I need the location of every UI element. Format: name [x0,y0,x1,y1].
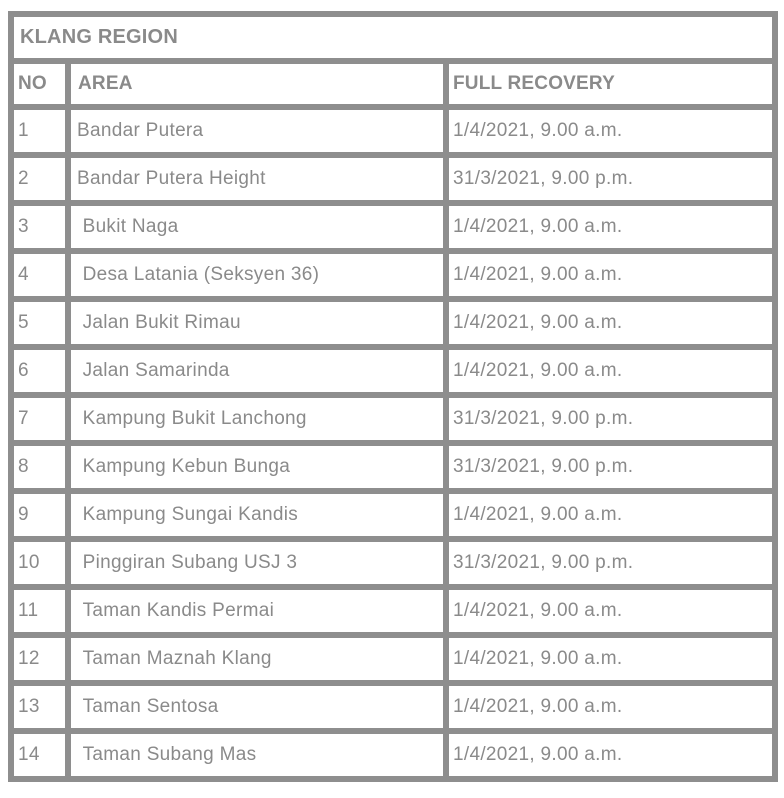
table-row [11,107,775,155]
table-row [11,587,775,635]
row-area: Taman Sentosa [68,683,446,731]
column-header-row [11,61,775,107]
table-row [11,683,775,731]
table-row [11,203,775,251]
row-recovery: 31/3/2021, 9.00 p.m. [446,395,775,443]
row-recovery: 1/4/2021, 9.00 a.m. [446,635,775,683]
klang-region-recovery-table [8,11,778,782]
column-header-no: NO [11,61,68,107]
row-area: Taman Maznah Klang [68,635,446,683]
row-recovery: 1/4/2021, 9.00 a.m. [446,731,775,779]
row-area: Bukit Naga [68,203,446,251]
table-row [11,395,775,443]
row-no: 3 [11,203,68,251]
row-area: Kampung Kebun Bunga [68,443,446,491]
row-no: 12 [11,635,68,683]
row-no: 2 [11,155,68,203]
row-area: Taman Kandis Permai [68,587,446,635]
row-no: 6 [11,347,68,395]
region-title-row [11,14,775,61]
column-header-area: AREA [68,61,446,107]
row-no: 4 [11,251,68,299]
region-title: KLANG REGION [11,14,775,61]
table-row [11,155,775,203]
row-recovery: 1/4/2021, 9.00 a.m. [446,491,775,539]
row-no: 7 [11,395,68,443]
table-row [11,491,775,539]
row-area: Pinggiran Subang USJ 3 [68,539,446,587]
row-area: Jalan Bukit Rimau [68,299,446,347]
table-row [11,347,775,395]
table-row [11,299,775,347]
row-recovery: 1/4/2021, 9.00 a.m. [446,299,775,347]
row-no: 1 [11,107,68,155]
row-no: 5 [11,299,68,347]
row-recovery: 1/4/2021, 9.00 a.m. [446,203,775,251]
row-area: Jalan Samarinda [68,347,446,395]
row-no: 10 [11,539,68,587]
row-no: 13 [11,683,68,731]
row-recovery: 31/3/2021, 9.00 p.m. [446,539,775,587]
row-no: 8 [11,443,68,491]
table-row [11,635,775,683]
table-row [11,443,775,491]
row-recovery: 1/4/2021, 9.00 a.m. [446,347,775,395]
row-recovery: 1/4/2021, 9.00 a.m. [446,107,775,155]
row-area: Desa Latania (Seksyen 36) [68,251,446,299]
column-header-full-recovery: FULL RECOVERY [446,61,775,107]
row-no: 14 [11,731,68,779]
row-recovery: 1/4/2021, 9.00 a.m. [446,251,775,299]
row-recovery: 1/4/2021, 9.00 a.m. [446,683,775,731]
row-no: 9 [11,491,68,539]
row-area: Bandar Putera [68,107,446,155]
row-no: 11 [11,587,68,635]
table-row [11,731,775,779]
recovery-table-container [8,11,778,782]
row-recovery: 31/3/2021, 9.00 p.m. [446,443,775,491]
table-row [11,251,775,299]
row-area: Bandar Putera Height [68,155,446,203]
row-recovery: 1/4/2021, 9.00 a.m. [446,587,775,635]
row-recovery: 31/3/2021, 9.00 p.m. [446,155,775,203]
row-area: Taman Subang Mas [68,731,446,779]
row-area: Kampung Bukit Lanchong [68,395,446,443]
table-row [11,539,775,587]
row-area: Kampung Sungai Kandis [68,491,446,539]
